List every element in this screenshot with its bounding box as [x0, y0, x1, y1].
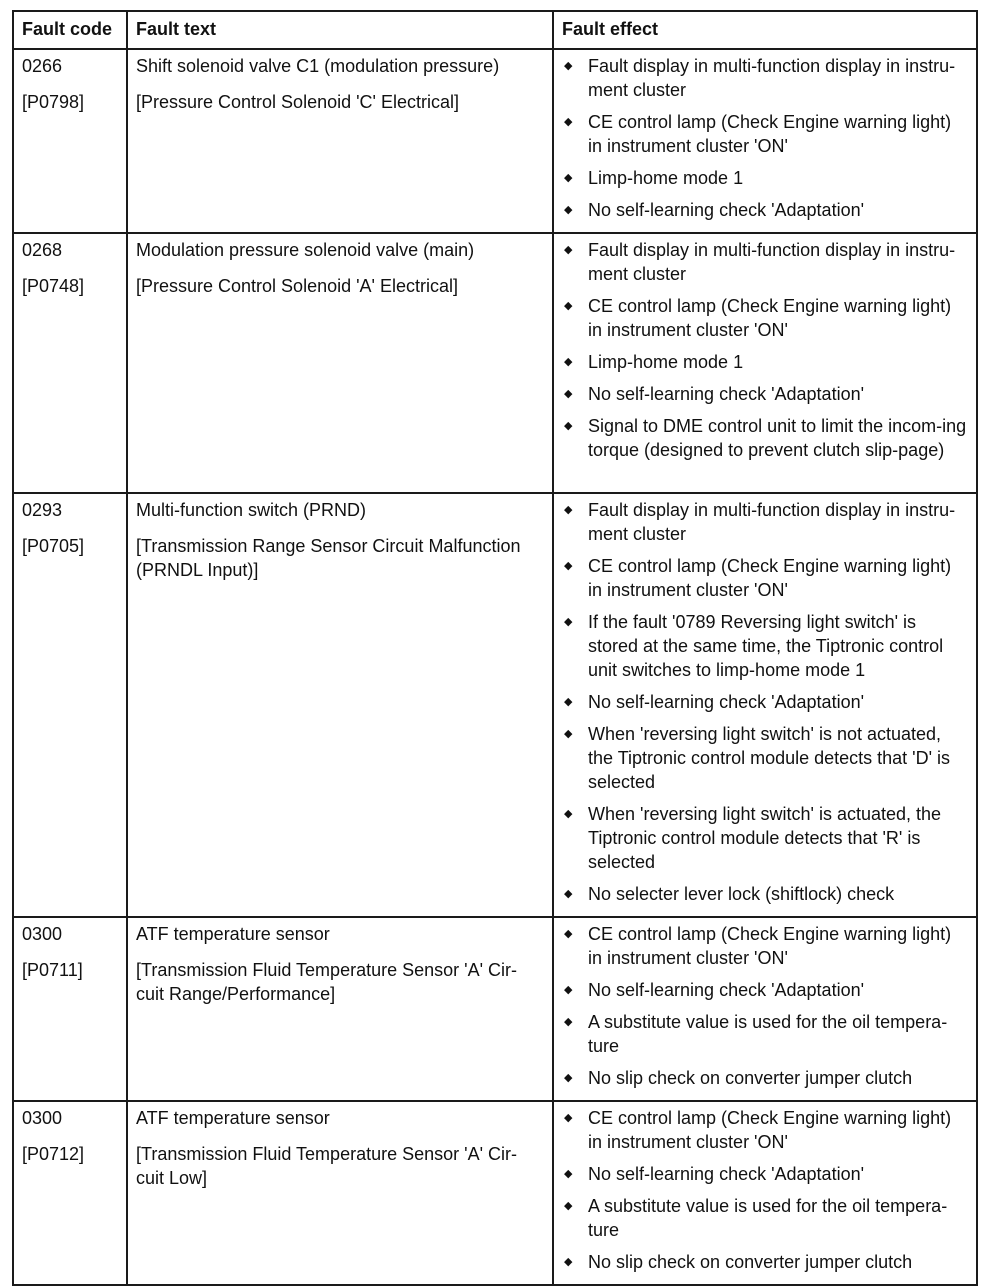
fault-effect-text: A substitute value is used for the oil tempera-ture: [588, 1012, 948, 1056]
fault-effect-text: Fault display in multi-function display in instru-ment cluster: [588, 56, 956, 100]
diamond-bullet-icon: ◆: [564, 420, 573, 432]
fault-code: 0266: [22, 56, 63, 76]
fault-effect-text: Limp-home mode 1: [588, 352, 744, 372]
fault-text-cell: [127, 233, 553, 493]
fault-effect-text: If the fault '0789 Reversing light switch' is stored at the same time, the Tiptronic control unit switches to limp-home mode 1: [588, 612, 944, 680]
fault-effect-list: [562, 498, 968, 906]
fault-effect-text: When 'reversing light switch' is actuated, the Tiptronic control module detects that 'R' is selected: [588, 804, 942, 872]
fault-text: ATF temperature sensor: [136, 924, 330, 944]
fault-effect-item: [562, 882, 968, 906]
fault-effect-item: [562, 1010, 968, 1058]
fault-effect-text: Fault display in multi-function display in instru-ment cluster: [588, 240, 956, 284]
table-row: [13, 49, 977, 233]
fault-effect-item: [562, 414, 968, 462]
fault-text: Modulation pressure solenoid valve (main): [136, 240, 475, 260]
fault-effect-text: Fault display in multi-function display in instru-ment cluster: [588, 500, 956, 544]
fault-text: ATF temperature sensor: [136, 1108, 330, 1128]
fault-effect-item: [562, 610, 968, 682]
fault-effect-text: When 'reversing light switch' is not actuated, the Tiptronic control module detects that 'D' is selected: [588, 724, 951, 792]
fault-text-obd-description: [Pressure Control Solenoid 'A' Electrical]: [136, 276, 459, 296]
fault-effect-text: No self-learning check 'Adaptation': [588, 692, 865, 712]
fault-effect-cell: [553, 493, 977, 917]
fault-effect-cell: [553, 233, 977, 493]
diamond-bullet-icon: ◆: [564, 888, 573, 900]
diamond-bullet-icon: ◆: [564, 60, 573, 72]
fault-effect-item: [562, 1162, 968, 1186]
fault-code-cell: [13, 233, 127, 493]
obd-code: [P0711]: [22, 960, 83, 980]
fault-effect-item: [562, 238, 968, 286]
diamond-bullet-icon: ◆: [564, 116, 573, 128]
fault-effect-item: [562, 1106, 968, 1154]
table-row: [13, 493, 977, 917]
fault-text-obd-description: [Transmission Fluid Temperature Sensor 'A' Cir-cuit Low]: [136, 1144, 517, 1188]
fault-text-cell: [127, 917, 553, 1101]
fault-effect-cell: [553, 1101, 977, 1285]
diamond-bullet-icon: ◆: [564, 928, 573, 940]
fault-text-cell: [127, 1101, 553, 1285]
diamond-bullet-icon: ◆: [564, 560, 573, 572]
diamond-bullet-icon: ◆: [564, 616, 573, 628]
table-row: [13, 1101, 977, 1285]
fault-text: Multi-function switch (PRND): [136, 500, 367, 520]
diamond-bullet-icon: ◆: [564, 728, 573, 740]
fault-effect-text: Signal to DME control unit to limit the incom-ing torque (designed to prevent clutch slip-page): [588, 416, 967, 460]
fault-effect-text: No self-learning check 'Adaptation': [588, 200, 865, 220]
fault-effect-text: CE control lamp (Check Engine warning light) in instrument cluster 'ON': [588, 296, 952, 340]
fault-effect-text: CE control lamp (Check Engine warning light) in instrument cluster 'ON': [588, 924, 952, 968]
table-row: [13, 233, 977, 493]
diamond-bullet-icon: ◆: [564, 244, 573, 256]
header-fault-text: Fault text: [127, 11, 553, 49]
fault-effect-text: No slip check on converter jumper clutch: [588, 1252, 913, 1272]
fault-effect-item: [562, 294, 968, 342]
diamond-bullet-icon: ◆: [564, 1256, 573, 1268]
fault-text-obd-description: [Transmission Fluid Temperature Sensor 'A' Cir-cuit Range/Performance]: [136, 960, 517, 1004]
diamond-bullet-icon: ◆: [564, 204, 573, 216]
fault-effect-text: CE control lamp (Check Engine warning light) in instrument cluster 'ON': [588, 1108, 952, 1152]
fault-code-cell: [13, 1101, 127, 1285]
fault-text-cell: [127, 493, 553, 917]
diamond-bullet-icon: ◆: [564, 696, 573, 708]
fault-effect-list: [562, 54, 968, 222]
fault-effect-item: [562, 110, 968, 158]
fault-effect-text: No self-learning check 'Adaptation': [588, 980, 865, 1000]
fault-effect-list: [562, 922, 968, 1090]
diamond-bullet-icon: ◆: [564, 808, 573, 820]
fault-effect-item: [562, 554, 968, 602]
fault-effect-item: [562, 198, 968, 222]
diamond-bullet-icon: ◆: [564, 1016, 573, 1028]
fault-effect-text: No slip check on converter jumper clutch: [588, 1068, 913, 1088]
diamond-bullet-icon: ◆: [564, 984, 573, 996]
table-row: [13, 917, 977, 1101]
diamond-bullet-icon: ◆: [564, 172, 573, 184]
fault-effect-cell: [553, 917, 977, 1101]
diamond-bullet-icon: ◆: [564, 1200, 573, 1212]
fault-effect-item: [562, 1250, 968, 1274]
fault-effect-item: [562, 722, 968, 794]
fault-text-obd-description: [Pressure Control Solenoid 'C' Electrical]: [136, 92, 460, 112]
fault-effect-list: [562, 238, 968, 462]
fault-effect-text: Limp-home mode 1: [588, 168, 744, 188]
fault-effect-item: [562, 802, 968, 874]
fault-effect-item: [562, 350, 968, 374]
fault-effect-text: CE control lamp (Check Engine warning light) in instrument cluster 'ON': [588, 556, 952, 600]
fault-effect-cell: [553, 49, 977, 233]
fault-code: 0300: [22, 1108, 63, 1128]
header-row: [13, 11, 977, 49]
fault-code: 0268: [22, 240, 63, 260]
obd-code: [P0705]: [22, 536, 85, 556]
obd-code: [P0712]: [22, 1144, 85, 1164]
fault-effect-item: [562, 690, 968, 714]
header-fault-code: Fault code: [13, 11, 127, 49]
fault-code-cell: [13, 493, 127, 917]
fault-effect-item: [562, 166, 968, 190]
fault-effect-text: No self-learning check 'Adaptation': [588, 1164, 865, 1184]
header-fault-effect: Fault effect: [553, 11, 977, 49]
obd-code: [P0748]: [22, 276, 85, 296]
diamond-bullet-icon: ◆: [564, 300, 573, 312]
obd-code: [P0798]: [22, 92, 85, 112]
fault-effect-text: No self-learning check 'Adaptation': [588, 384, 865, 404]
diamond-bullet-icon: ◆: [564, 504, 573, 516]
fault-code-cell: [13, 49, 127, 233]
diamond-bullet-icon: ◆: [564, 1072, 573, 1084]
fault-text-cell: [127, 49, 553, 233]
fault-effect-item: [562, 54, 968, 102]
fault-table: [12, 10, 978, 1286]
diamond-bullet-icon: ◆: [564, 1112, 573, 1124]
fault-code: 0293: [22, 500, 63, 520]
fault-effect-item: [562, 922, 968, 970]
fault-code: 0300: [22, 924, 63, 944]
fault-effect-text: No selecter lever lock (shiftlock) check: [588, 884, 895, 904]
diamond-bullet-icon: ◆: [564, 1168, 573, 1180]
fault-effect-item: [562, 1066, 968, 1090]
fault-code-cell: [13, 917, 127, 1101]
fault-effect-list: [562, 1106, 968, 1274]
fault-effect-item: [562, 1194, 968, 1242]
fault-effect-item: [562, 498, 968, 546]
diamond-bullet-icon: ◆: [564, 356, 573, 368]
fault-text-obd-description: [Transmission Range Sensor Circuit Malfunction (PRNDL Input)]: [136, 536, 521, 580]
fault-effect-text: A substitute value is used for the oil tempera-ture: [588, 1196, 948, 1240]
fault-text: Shift solenoid valve C1 (modulation pressure): [136, 56, 500, 76]
diamond-bullet-icon: ◆: [564, 388, 573, 400]
fault-effect-text: CE control lamp (Check Engine warning light) in instrument cluster 'ON': [588, 112, 952, 156]
fault-effect-item: [562, 382, 968, 406]
fault-effect-item: [562, 978, 968, 1002]
